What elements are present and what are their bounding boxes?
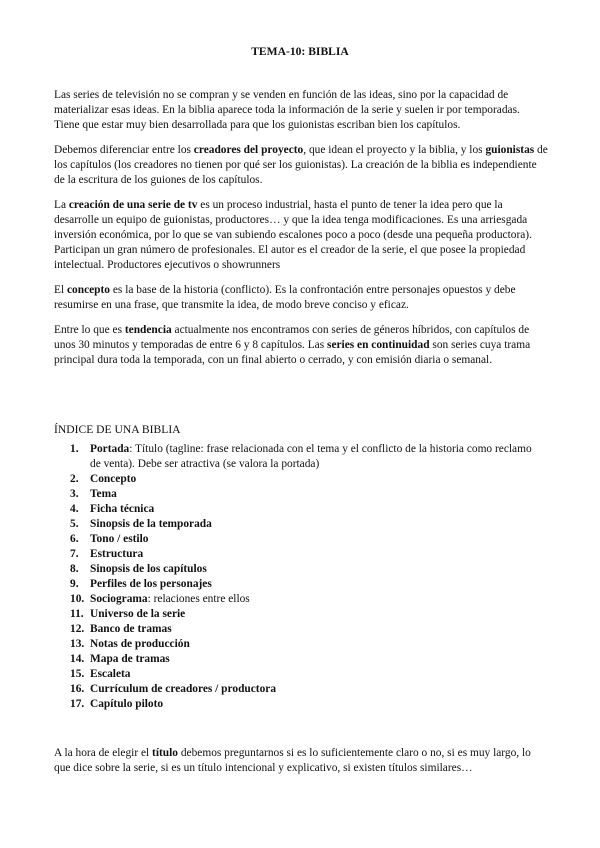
index-item-number: 12.	[70, 623, 85, 635]
index-item	[70, 472, 544, 487]
index-item-number: 11.	[70, 608, 84, 620]
index-item-number: 1.	[70, 443, 79, 455]
index-item-label: Tono / estilo	[90, 533, 149, 545]
index-list	[70, 442, 544, 712]
index-item-label: Banco de tramas	[90, 623, 172, 635]
index-item-label: Portada	[90, 443, 130, 455]
index-item-number: 8.	[70, 563, 79, 575]
index-item	[70, 532, 544, 547]
index-item	[70, 487, 544, 502]
index-item	[70, 592, 544, 607]
index-item	[70, 637, 544, 652]
index-item	[70, 667, 544, 682]
index-item-label: Escaleta	[90, 668, 131, 680]
index-item-number: 15.	[70, 668, 85, 680]
paragraph-intro: Las series de televisión no se compran y se venden en función de las ideas, sino por la capacidad de materializar esas ideas. En la biblia aparece toda la información de la serie y suelen ir por temporadas. Tiene que estar muy bien desarrollada para que los guionistas escriban bien los capítulos.	[54, 89, 520, 131]
index-item	[70, 577, 544, 592]
index-item-label: Currículum de creadores / productora	[90, 683, 277, 695]
index-item	[70, 502, 544, 517]
index-item-label: Capítulo piloto	[90, 698, 164, 710]
index-heading: ÍNDICE DE UNA BIBLIA	[54, 423, 181, 436]
index-item-description: : relaciones entre ellos	[147, 593, 250, 605]
index-item-label: Notas de producción	[90, 638, 190, 650]
index-item-label: Sociograma	[90, 593, 148, 605]
index-item-number: 2.	[70, 473, 79, 485]
index-item-number: 4.	[70, 503, 79, 515]
index-item-label: Perfiles de los personajes	[90, 578, 212, 590]
index-item-number: 14.	[70, 653, 85, 665]
index-item-number: 6.	[70, 533, 79, 545]
index-item-number: 17.	[70, 698, 85, 710]
page-title: TEMA-10: BIBLIA	[251, 45, 349, 58]
paragraph-creation: La creación de una serie de tv es un proceso industrial, hasta el punto de tener la idea pero que la desarrolle un equipo de guionistas, productores… y que la idea tenga modificaciones. Es una arriesgada inversión económica, por lo que se van subiendo escalones poco a poco (desde una pequeña productora). Participan un gran número de profesionales. El autor es el creador de la serie, el que posee la propiedad intelectual. Productores ejecutivos o showrunners	[54, 199, 532, 271]
paragraph-concept: El concepto es la base de la historia (conflicto). Es la confrontación entre personajes opuestos y debe resumirse en una frase, que transmite la idea, de modo breve conciso y eficaz.	[54, 284, 516, 311]
index-item	[70, 682, 544, 697]
index-item-number: 7.	[70, 548, 79, 560]
paragraph-trend: Entre lo que es tendencia actualmente nos encontramos con series de géneros híbridos, con capítulos de unos 30 minutos y temporadas de entre 6 y 8 capítulos. Las series en continuidad son series cuya trama principal dura toda la temporada, con un final abierto o cerrado, y con emisión diaria o semanal.	[54, 324, 531, 366]
index-item-number: 16.	[70, 683, 85, 695]
index-item-label: Mapa de tramas	[90, 653, 170, 665]
index-item-number: 13.	[70, 638, 85, 650]
paragraph-title: A la hora de elegir el título debemos preguntarnos si es lo suficientemente claro o no, si es muy largo, lo que dice sobre la serie, si es un título intencional y explicativo, si existen títulos similares…	[54, 747, 531, 774]
index-item	[70, 697, 544, 712]
index-item-number: 10.	[70, 593, 85, 605]
index-item-label: Ficha técnica	[90, 503, 155, 515]
index-item-number: 3.	[70, 488, 79, 500]
index-item-label: Estructura	[90, 548, 144, 560]
index-item	[70, 517, 544, 532]
index-item-number: 5.	[70, 518, 79, 530]
index-item-label: Universo de la serie	[90, 608, 186, 620]
index-item-label: Sinopsis de la temporada	[90, 518, 212, 530]
body-text	[54, 88, 548, 378]
index-item	[70, 652, 544, 667]
index-item	[70, 607, 544, 622]
index-item-description: : Título (tagline: frase relacionada con el tema y el conflicto de la historia como reclamo de venta). Debe ser atractiva (se valora la portada)	[90, 443, 532, 470]
index-item	[70, 547, 544, 562]
index-item	[70, 562, 544, 577]
paragraph-creators: Debemos diferenciar entre los creadores del proyecto, que idean el proyecto y la biblia, y los guionistas de los capítulos (los creadores no tienen por qué ser los guionistas). La creación de la biblia es independiente de la escritura de los guiones de los capítulos.	[54, 144, 548, 186]
index-item-label: Tema	[90, 488, 117, 500]
index-item-number: 9.	[70, 578, 79, 590]
index-item	[70, 622, 544, 637]
index-item-label: Sinopsis de los capítulos	[90, 563, 207, 575]
index-item-label: Concepto	[90, 473, 137, 485]
index-item	[70, 442, 544, 472]
